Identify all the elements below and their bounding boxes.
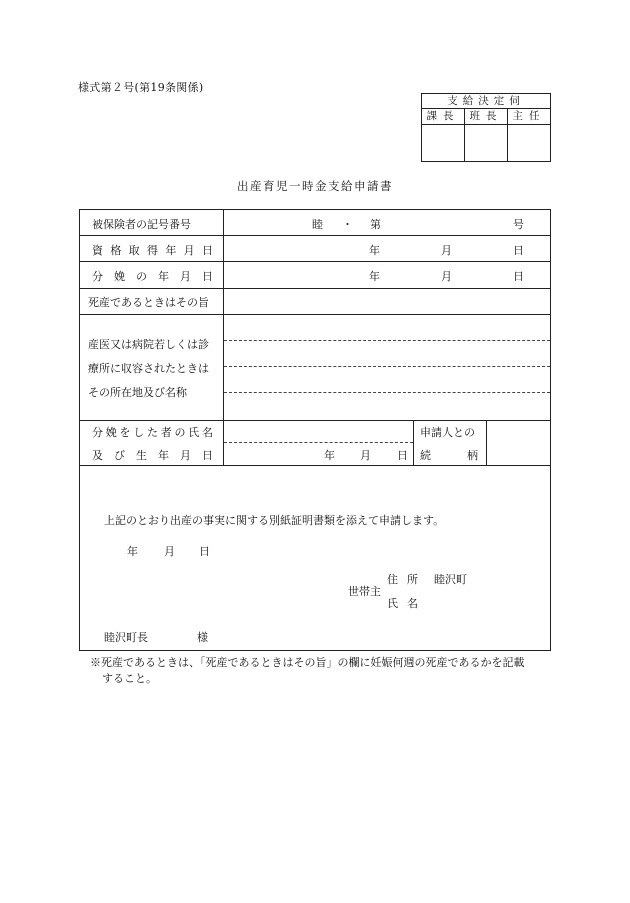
- declaration-statement: 上記のとおり出産の事実に関する別紙証明書類を添えて申請します。: [104, 514, 445, 527]
- birth-date-label: 分 娩 の 年 月 日: [92, 270, 213, 283]
- delivered-birthdate-field[interactable]: [226, 444, 410, 462]
- acquisition-year-unit: 年: [369, 244, 380, 257]
- delivered-month-unit: 月: [360, 449, 371, 462]
- row-line: [80, 235, 550, 236]
- declaration-month-unit: 月: [164, 545, 175, 558]
- insured-number-label: 被保険者の記号番号: [92, 218, 191, 231]
- facility-label-line2: 療所に収容されたときは: [88, 362, 209, 375]
- application-form: [79, 209, 551, 651]
- stillbirth-label: 死産であるときはその旨: [88, 296, 209, 309]
- acquisition-month-unit: 月: [441, 244, 452, 257]
- address-label: 住 所: [387, 573, 418, 586]
- stillbirth-field[interactable]: [226, 290, 546, 312]
- insured-dai: 第: [370, 218, 381, 231]
- approval-role-chief: 主任: [512, 110, 546, 122]
- recipient-label: 睦沢町長: [104, 631, 148, 644]
- approval-role-team-leader: 班長: [465, 109, 508, 124]
- delivered-name-field[interactable]: [226, 422, 410, 440]
- declaration-date-field[interactable]: [110, 540, 210, 558]
- row-line: [80, 465, 550, 466]
- form-number: 様式第２号(第19条関係): [78, 81, 204, 94]
- acquisition-date-field[interactable]: [226, 237, 546, 259]
- delivered-person-label-line1: 分 娩 を し た 者 の 氏 名: [92, 426, 213, 439]
- relation-label-line2: 続 柄: [420, 449, 478, 462]
- approval-role-section-chief: 課長: [422, 109, 465, 124]
- footnote: [90, 655, 560, 687]
- name-dotted-line: [224, 442, 413, 443]
- birth-date-field[interactable]: [226, 263, 546, 285]
- row-line: [80, 288, 550, 289]
- insured-number-field[interactable]: [385, 212, 507, 232]
- insured-prefix: 睦: [312, 218, 323, 231]
- delivered-person-label-line2: 及 び 生 年 月 日: [92, 449, 213, 462]
- address-field[interactable]: [475, 569, 545, 587]
- stamp-field-section-chief[interactable]: [422, 125, 465, 161]
- facility-field[interactable]: [226, 316, 546, 416]
- birth-month-unit: 月: [441, 270, 452, 283]
- recipient-honorific: 様: [197, 631, 208, 644]
- delivered-year-unit: 年: [324, 449, 335, 462]
- insured-suffix: 号: [513, 218, 524, 231]
- facility-label-line1: 産医又は病院若しくは診: [88, 338, 209, 351]
- approval-header: 支給決定伺: [422, 94, 550, 109]
- acquisition-date-label: 資 格 取 得 年 月 日: [92, 244, 213, 257]
- applicant-name-field[interactable]: [425, 593, 545, 611]
- name-label: 氏 名: [387, 597, 418, 610]
- row-line: [80, 420, 550, 421]
- row-line: [80, 314, 550, 315]
- approval-box: [421, 93, 551, 162]
- insured-dot: ・: [342, 218, 353, 231]
- relation-label-divider-right: [486, 420, 487, 465]
- delivered-day-unit: 日: [397, 449, 408, 462]
- address-value: 睦沢町: [434, 573, 467, 586]
- row-line: [80, 261, 550, 262]
- footnote-line2: すること。: [102, 672, 157, 685]
- approval-stamps: [422, 125, 550, 161]
- householder-label: 世帯主: [348, 585, 381, 598]
- acquisition-day-unit: 日: [513, 244, 524, 257]
- declaration-year-unit: 年: [127, 545, 138, 558]
- birth-day-unit: 日: [513, 270, 524, 283]
- label-column-divider: [223, 210, 224, 465]
- declaration-day-unit: 日: [199, 545, 210, 558]
- stamp-field-team-leader[interactable]: [465, 125, 508, 161]
- relation-field[interactable]: [489, 422, 547, 462]
- approval-roles: [422, 109, 550, 125]
- relation-label-divider-left: [413, 420, 414, 465]
- relation-label-line1: 申請人との: [420, 426, 475, 439]
- footnote-line1: ※死産であるときは、「死産であるときはその旨」の欄に妊娠何週の死産であるかを記載: [90, 656, 525, 669]
- facility-label-line3: その所在地及び名称: [88, 386, 187, 399]
- stamp-field-chief[interactable]: [508, 125, 550, 161]
- birth-year-unit: 年: [369, 270, 380, 283]
- document-title: 出産育児一時金支給申請書: [237, 179, 393, 193]
